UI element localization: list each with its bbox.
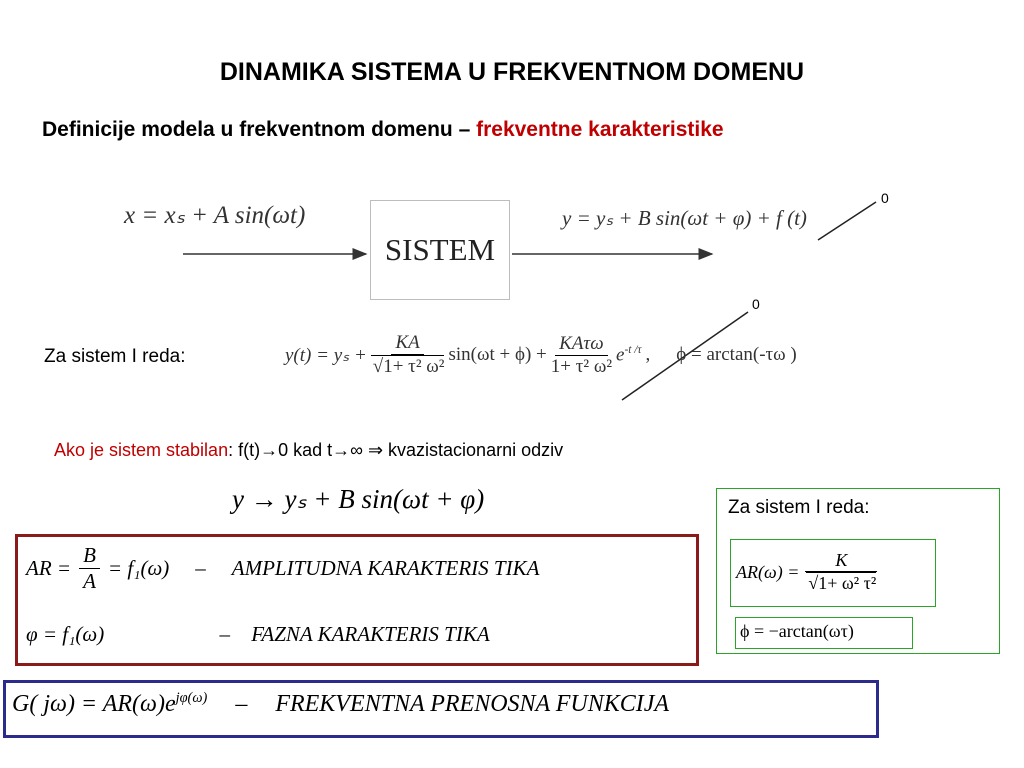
ar-lhs: AR = — [26, 556, 72, 580]
ar-rhs: = f₁(ω) — [107, 556, 170, 580]
phi-dash: – — [219, 622, 230, 646]
panel-phi: ϕ = −arctan(ωτ) — [740, 621, 854, 641]
strike-line-top — [818, 202, 876, 240]
panel-ar-den: √1+ ω² τ² — [808, 573, 877, 593]
zero-mark-mid: 0 — [752, 296, 760, 312]
panel-ar-num: K — [805, 550, 877, 572]
ar-name: AMPLITUDNA KARAKTERIS TIKA — [231, 556, 540, 580]
fraction-katw-den: 1+ τ² ω² — [550, 355, 613, 377]
panel-ar-lhs: AR(ω) = — [736, 561, 800, 582]
response-lhs: y(t) = yₛ + — [285, 344, 367, 366]
panel-label: Za sistem I reda: — [728, 497, 870, 518]
transfer-function — [12, 690, 669, 718]
subtitle-black: Definicije modela u frekventnom domenu – — [42, 118, 477, 141]
exp-term: $e^{-t /\tau}$ — [616, 343, 642, 366]
stability-statement — [54, 440, 563, 461]
comma: , — [645, 344, 651, 365]
stability-rest: : f(t)→0 kad t→∞ ⇒ kvazistacionarni odziv — [228, 440, 564, 460]
slide-title: DINAMIKA SISTEMA U FREKVENTNOM DOMENU — [219, 58, 805, 86]
sin-term: sin(ωt + ϕ) + — [448, 344, 547, 365]
first-order-label: Za sistem I reda: — [44, 346, 186, 367]
ar-definition — [26, 543, 539, 594]
subtitle-red: frekventne karakteristike — [476, 118, 724, 141]
fraction-ka — [371, 332, 445, 378]
panel-ar-fraction — [805, 550, 877, 594]
input-signal: x = xₛ + A sin(ωt) — [124, 202, 306, 229]
ar-dash: – — [195, 556, 206, 580]
phi-lhs: φ = f₁(ω) — [26, 622, 105, 646]
phi-name: FAZNA KARAKTERIS TIKA — [251, 622, 490, 646]
system-block: SISTEM — [370, 200, 510, 300]
asymptotic-response: y → yₛ + B sin(ωt + φ) — [232, 484, 485, 514]
fraction-ka-den: √1+ τ² ω² — [372, 356, 445, 377]
fraction-katw — [551, 333, 612, 378]
transfer-lhs: G( jω) = AR(ω)e — [12, 691, 176, 717]
ar-num: B — [79, 543, 100, 569]
panel-ar-equation — [736, 540, 877, 604]
ar-fraction — [79, 543, 100, 594]
fraction-katw-num: KAτω — [555, 333, 608, 356]
transfer-power: jφ(ω) — [175, 690, 208, 706]
phase-equation: ϕ = arctan(-τω ) — [676, 344, 797, 365]
transfer-name: FREKVENTNA PRENOSNA FUNKCIJA — [275, 691, 670, 717]
ar-den: A — [83, 569, 96, 593]
transfer-dash: – — [235, 691, 248, 717]
fraction-ka-num: KA — [391, 332, 423, 355]
output-signal: y = yₛ + B sin(ωt + φ) + f (t) — [562, 206, 807, 230]
first-order-equation — [285, 320, 797, 390]
stability-red: Ako je sistem stabilan — [54, 440, 229, 460]
phi-definition — [26, 622, 490, 647]
zero-mark-top: 0 — [881, 190, 889, 206]
